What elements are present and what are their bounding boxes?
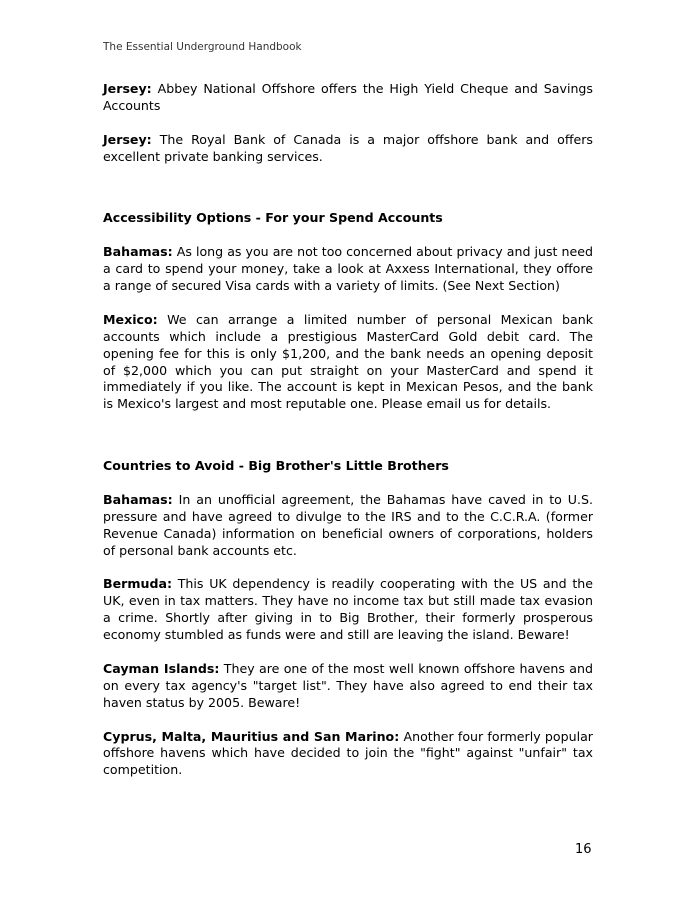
paragraph-text: They are one of the most well known offshore havens and on every tax agency's "target list". They have also agreed to end their tax haven status by 2005. Beware! <box>103 660 593 710</box>
paragraph-mexico <box>103 312 593 413</box>
paragraph-cyprus-malta <box>103 729 593 780</box>
running-header: The Essential Underground Handbook <box>103 41 302 53</box>
paragraph-label: Bermuda: <box>103 576 172 592</box>
section-spacer <box>103 182 593 210</box>
paragraph-text: This UK dependency is readily cooperating with the US and the UK, even in tax matters. They have no income tax but still made tax evasion a crime. Shortly after giving in to Big Brother, their formerly prosperous economy stumbled as funds were and still are leaving the island. Beware! <box>103 576 593 643</box>
paragraph-label: Jersey: <box>103 81 152 96</box>
paragraph-label: Jersey: <box>103 131 152 147</box>
paragraph-bahamas-avoid <box>103 492 593 560</box>
paragraph-text: Another four formerly popular offshore havens which have decided to join the "fight" against "unfair" tax competition. <box>103 728 593 778</box>
section-heading-accessibility: Accessibility Options - For your Spend Accounts <box>103 210 443 226</box>
section-heading-countries-to-avoid: Countries to Avoid - Big Brother's Little Brothers <box>103 458 449 474</box>
paragraph-text: In an unofficial agreement, the Bahamas have caved in to U.S. pressure and have agreed to divulge to the IRS and to the C.C.R.A. (former Revenue Canada) information on beneficial owners of corporations, holders of personal bank accounts etc. <box>103 491 593 558</box>
page-number: 16 <box>575 842 592 857</box>
paragraph-bahamas-spend <box>103 244 593 295</box>
paragraph-bermuda <box>103 576 593 644</box>
page-body <box>103 81 593 796</box>
paragraph-label: Cyprus, Malta, Mauritius and San Marino: <box>103 728 400 744</box>
paragraph-cayman-islands <box>103 661 593 712</box>
paragraph-label: Cayman Islands: <box>103 660 220 676</box>
paragraph-text: As long as you are not too concerned about privacy and just need a card to spend your money, take a look at Axxess International, they offore a range of secured Visa cards with a variety of limits. (See Next Section) <box>103 244 593 294</box>
section-spacer <box>103 430 593 458</box>
paragraph-text: We can arrange a limited number of personal Mexican bank accounts which include a prestigious MasterCard Gold debit card. The opening fee for this is only $1,200, and the bank needs an opening deposit of $2,000 which you can put straight on your MasterCard and spend it immediately if you like. The account is kept in Mexican Pesos, and the bank is Mexico's largest and most reputable one. Please email us for details. <box>103 311 593 412</box>
paragraph-jersey-rbc <box>103 132 593 166</box>
paragraph-text: The Royal Bank of Canada is a major offshore bank and offers excellent private banking services. <box>103 131 593 164</box>
paragraph-jersey-abbey <box>103 81 593 115</box>
paragraph-label: Mexico: <box>103 311 158 327</box>
paragraph-text: Abbey National Offshore offers the High Yield Cheque and Savings Accounts <box>103 81 593 113</box>
paragraph-label: Bahamas: <box>103 244 173 260</box>
paragraph-label: Bahamas: <box>103 491 173 507</box>
